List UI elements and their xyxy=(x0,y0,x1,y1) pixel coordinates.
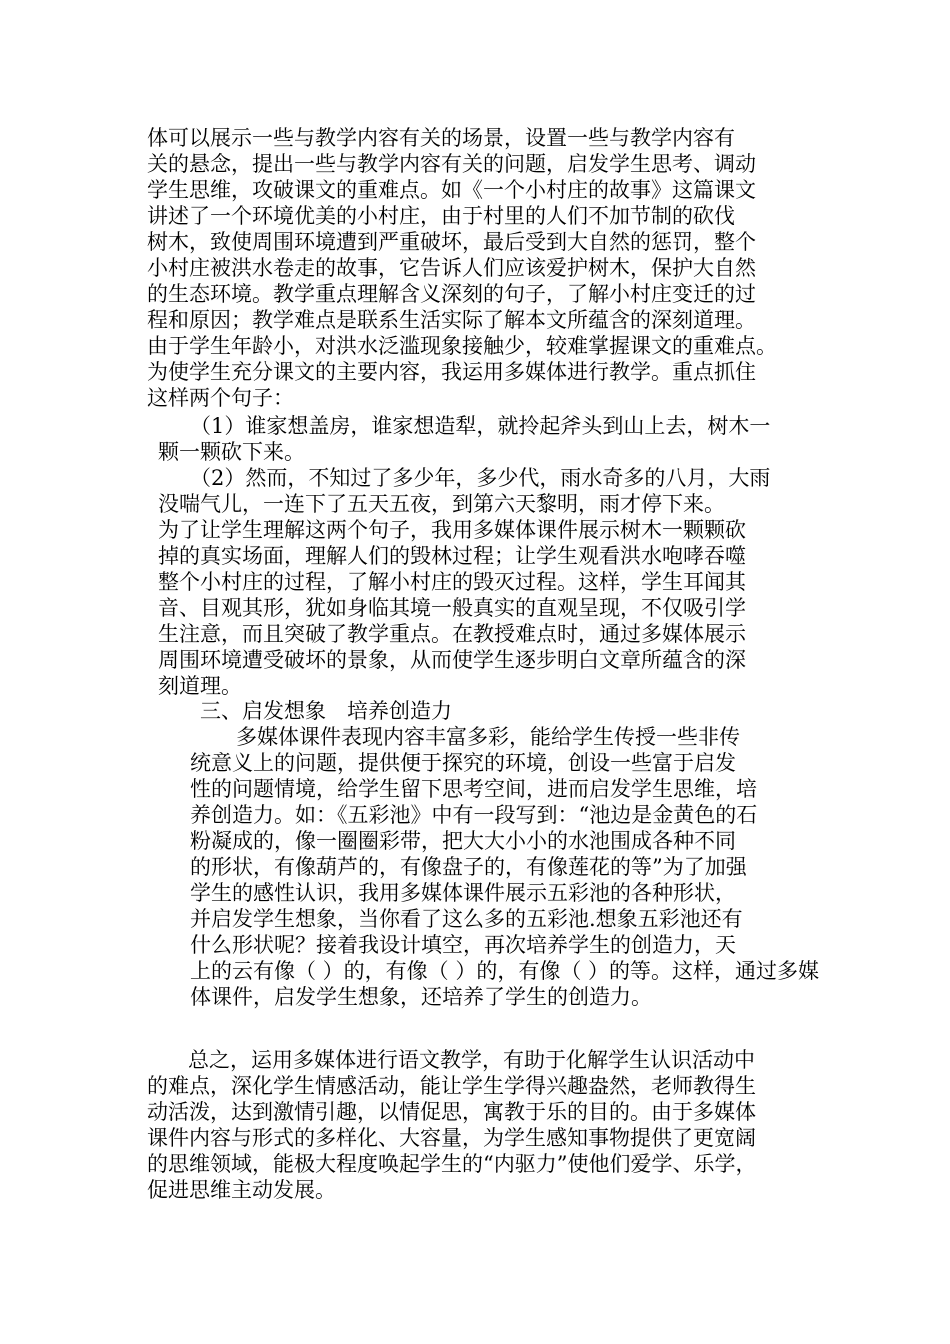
text-line: 这样两个句子： xyxy=(147,386,294,410)
text-line: 性的问题情境，给学生留下思考空间，进而启发学生思维，培 xyxy=(190,777,757,801)
text-line: 促进思维主动发展。 xyxy=(147,1178,336,1202)
text-line: 的思维领域，能极大程度唤起学生的“内驱力”使他们爱学、乐学， xyxy=(147,1152,757,1176)
text-line: 为了让学生理解这两个句子，我用多媒体课件展示树木一颗颗砍 xyxy=(158,518,746,542)
text-line: 体课件，启发学生想象，还培养了学生的创造力。 xyxy=(190,985,652,1009)
text-line: 并启发学生想象，当你看了这么多的五彩池.想象五彩池还有 xyxy=(190,907,743,931)
text-line: （1）谁家想盖房，谁家想造犁，就拎起斧头到山上去，树木一 xyxy=(190,414,771,438)
text-line: 学生的感性认识，我用多媒体课件展示五彩池的各种形状， xyxy=(190,881,736,905)
text-line: 学生思维，攻破课文的重难点。如《一个小村庄的故事》这篇课文 xyxy=(147,178,756,202)
text-line: 多媒体课件表现内容丰富多彩，能给学生传授一些非传 xyxy=(236,725,740,749)
text-line: 掉的真实场面，理解人们的毁林过程；让学生观看洪水咆哮吞噬 xyxy=(158,544,746,568)
text-line: 树木，致使周围环境遭到严重破坏，最后受到大自然的惩罚，整个 xyxy=(147,230,756,254)
text-line: 生注意，而且突破了教学重点。在教授难点时，通过多媒体展示 xyxy=(158,622,746,646)
text-line: 整个小村庄的过程，了解小村庄的毁灭过程。这样，学生耳闻其 xyxy=(158,570,746,594)
text-line: 讲述了一个环境优美的小村庄，由于村里的人们不加节制的砍伐 xyxy=(147,204,735,228)
section-heading: 三、启发想象 培养创造力 xyxy=(200,699,452,723)
text-line: 粉凝成的，像一圈圈彩带，把大大小小的水池围成各种不同 xyxy=(190,829,736,853)
text-line: 音、目观其形，犹如身临其境一般真实的直观呈现，不仅吸引学 xyxy=(158,596,746,620)
text-line: 的难点，深化学生情感活动，能让学生学得兴趣盎然，老师教得生 xyxy=(147,1074,756,1098)
text-line: 刻道理。 xyxy=(158,674,242,698)
text-line: 的生态环境。教学重点理解含义深刻的句子，了解小村庄变迁的过 xyxy=(147,282,756,306)
text-line: 的形状，有像葫芦的，有像盘子的，有像莲花的等”为了加强 xyxy=(190,855,747,879)
text-line: 什么形状呢？接着我设计填空，再次培养学生的创造力，天 xyxy=(190,933,736,957)
text-line: 没喘气儿，一连下了五天五夜，到第六天黎明，雨才停下来。 xyxy=(158,492,725,516)
text-line: 上的云有像（ ）的，有像（ ）的，有像（ ）的等。这样，通过多媒 xyxy=(190,959,820,983)
text-line: 程和原因；教学难点是联系生活实际了解本文所蕴含的深刻道理。 xyxy=(147,308,756,332)
text-line: （2）然而，不知过了多少年，多少代，雨水奇多的八月，大雨 xyxy=(190,466,771,490)
text-line: 体可以展示一些与教学内容有关的场景，设置一些与教学内容有 xyxy=(147,126,735,150)
text-line: 养创造力。如：《五彩池》中有一段写到：“池边是金黄色的石 xyxy=(190,803,758,827)
text-line: 周围环境遭受破坏的景象，从而使学生逐步明白文章所蕴含的深 xyxy=(158,648,746,672)
text-line: 颗一颗砍下来。 xyxy=(158,440,305,464)
text-line: 为使学生充分课文的主要内容，我运用多媒体进行教学。重点抓住 xyxy=(147,360,756,384)
text-line: 小村庄被洪水卷走的故事，它告诉人们应该爱护树木，保护大自然 xyxy=(147,256,756,280)
text-line: 总之，运用多媒体进行语文教学，有助于化解学生认识活动中 xyxy=(188,1048,755,1072)
text-line: 统意义上的问题，提供便于探究的环境，创设一些富于启发 xyxy=(190,751,736,775)
text-line: 由于学生年龄小，对洪水泛滥现象接触少，较难掌握课文的重难点。 xyxy=(147,334,777,358)
text-line: 关的悬念，提出一些与教学内容有关的问题，启发学生思考、调动 xyxy=(147,152,756,176)
text-line: 课件内容与形式的多样化、大容量，为学生感知事物提供了更宽阔 xyxy=(147,1126,756,1150)
text-line: 动活泼，达到激情引趣，以情促思，寓教于乐的目的。由于多媒体 xyxy=(147,1100,756,1124)
